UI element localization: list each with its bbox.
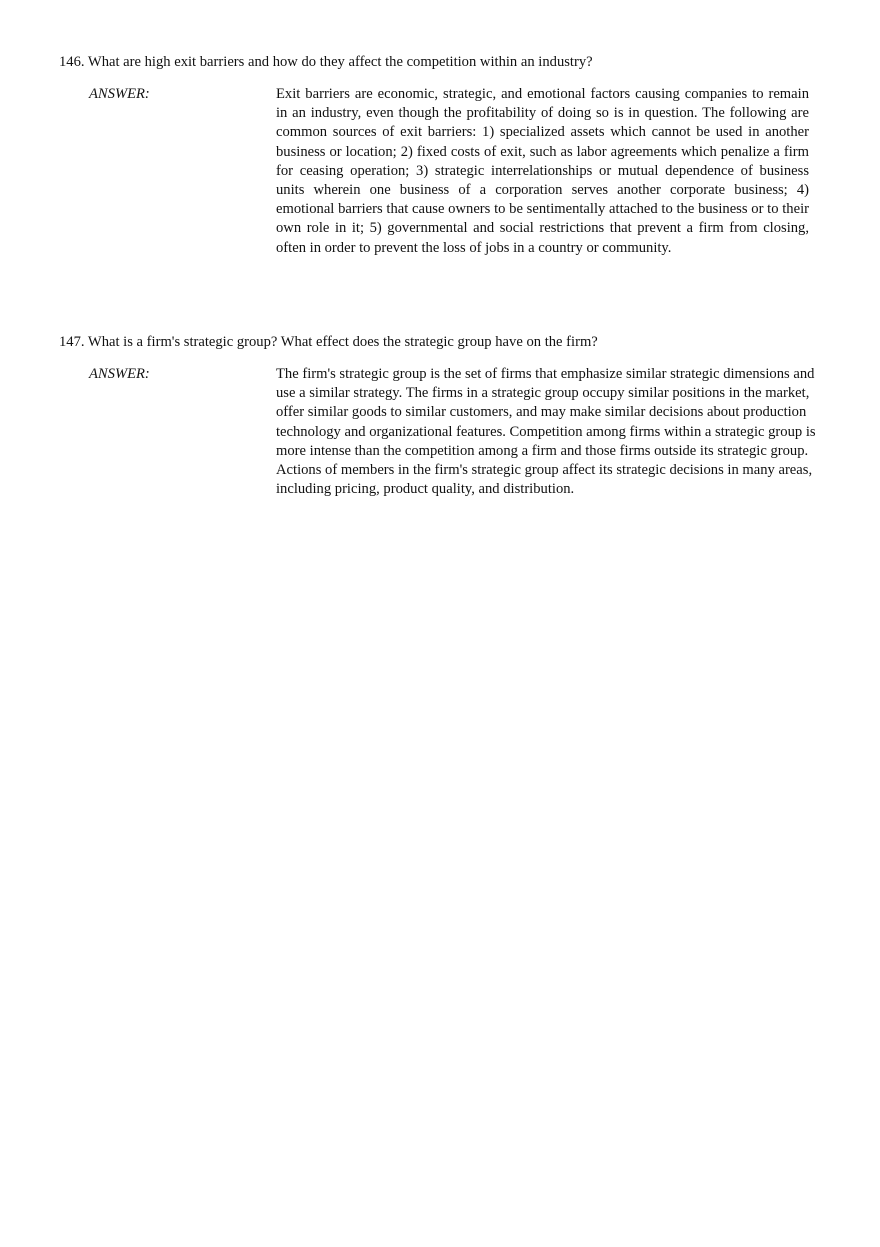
answer-text-146: Exit barriers are economic, strategic, and emotional factors causing companies to remain in an industry, even though the profitability of doing so is in question. The following are common sources of exit barriers: 1) specialized assets which cannot be used in another business or location; 2) fixed costs of exit, such as labor agreements which penalize a firm for ceasing operation; 3) strategic interrelationships or mutual dependence of business units wherein one business of a corporation serves another corporate business; 4) emotional barriers that cause owners to be sentimentally attached to the business or to their own role in it; 5) governmental and social restrictions that prevent a firm from closing, often in order to prevent the loss of jobs in a country or community. — [276, 86, 809, 256]
question-147: 147. What is a firm's strategic group? What effect does the strategic group have on the firm? — [59, 334, 598, 350]
answer-text-147: The firm's strategic group is the set of firms that emphasize similar strategic dimensions and use a similar strategy. The firms in a strategic group occupy similar positions in the market, offer similar goods to similar customers, and may make similar decisions about production technology and organizational features. Competition among firms within a strategic group is more intense than the competition among a firm and those firms outside its strategic group. Actions of members in the firm's strategic group affect its strategic decisions in many areas, including pricing, product quality, and distribution. — [276, 366, 816, 498]
answer-label-146: ANSWER: — [89, 86, 150, 102]
question-146: 146. What are high exit barriers and how do they affect the competition within an industry? — [59, 54, 593, 70]
answer-label-147: ANSWER: — [89, 366, 150, 382]
